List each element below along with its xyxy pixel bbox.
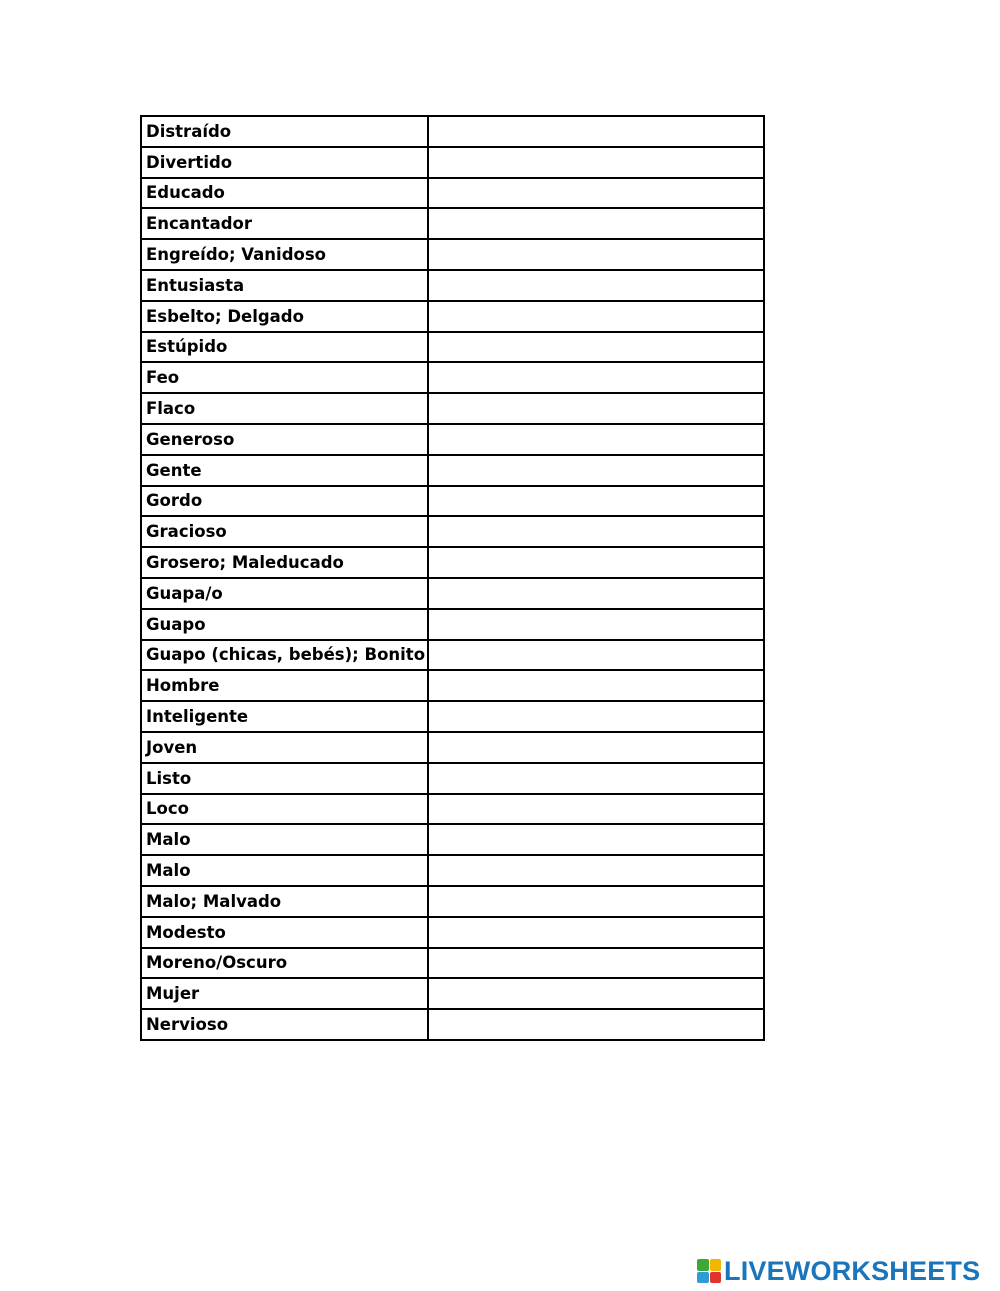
answer-cell[interactable]: [428, 486, 764, 517]
answer-cell[interactable]: [428, 948, 764, 979]
table-row: [141, 609, 764, 640]
answer-cell[interactable]: [428, 732, 764, 763]
term-cell: Estúpido: [141, 332, 428, 363]
table-row: [141, 116, 764, 147]
table-row: [141, 578, 764, 609]
table-row: [141, 978, 764, 1009]
answer-input[interactable]: [429, 579, 763, 608]
answer-cell[interactable]: [428, 917, 764, 948]
term-cell: Guapo (chicas, bebés); Bonito: [141, 640, 428, 671]
table-row: [141, 393, 764, 424]
vocabulary-table: [140, 115, 765, 1041]
answer-cell[interactable]: [428, 270, 764, 301]
logo-square: [710, 1272, 722, 1284]
term-cell: Malo; Malvado: [141, 886, 428, 917]
term-cell: Feo: [141, 362, 428, 393]
answer-input[interactable]: [429, 856, 763, 885]
answer-input[interactable]: [429, 333, 763, 362]
term-cell: Flaco: [141, 393, 428, 424]
term-cell: Malo: [141, 824, 428, 855]
table-row: [141, 794, 764, 825]
table-row: [141, 301, 764, 332]
term-cell: Educado: [141, 178, 428, 209]
term-cell: Entusiasta: [141, 270, 428, 301]
term-cell: Gracioso: [141, 516, 428, 547]
answer-cell[interactable]: [428, 332, 764, 363]
answer-input[interactable]: [429, 979, 763, 1008]
answer-input[interactable]: [429, 548, 763, 577]
table-row: [141, 270, 764, 301]
term-cell: Guapa/o: [141, 578, 428, 609]
answer-cell[interactable]: [428, 362, 764, 393]
answer-cell[interactable]: [428, 794, 764, 825]
liveworksheets-brand: [697, 1256, 980, 1286]
answer-input[interactable]: [429, 302, 763, 331]
table-row: [141, 948, 764, 979]
term-cell: Engreído; Vanidoso: [141, 239, 428, 270]
answer-input[interactable]: [429, 148, 763, 177]
answer-cell[interactable]: [428, 855, 764, 886]
vocabulary-table-body: [141, 116, 764, 1040]
answer-cell[interactable]: [428, 516, 764, 547]
answer-cell[interactable]: [428, 978, 764, 1009]
term-cell: Moreno/Oscuro: [141, 948, 428, 979]
answer-cell[interactable]: [428, 239, 764, 270]
term-cell: Listo: [141, 763, 428, 794]
answer-input[interactable]: [429, 949, 763, 978]
table-row: [141, 917, 764, 948]
answer-cell[interactable]: [428, 824, 764, 855]
term-cell: Guapo: [141, 609, 428, 640]
table-row: [141, 178, 764, 209]
answer-cell[interactable]: [428, 670, 764, 701]
term-cell: Generoso: [141, 424, 428, 455]
answer-cell[interactable]: [428, 116, 764, 147]
term-cell: Hombre: [141, 670, 428, 701]
answer-input[interactable]: [429, 641, 763, 670]
logo-square: [697, 1259, 709, 1271]
table-row: [141, 239, 764, 270]
term-cell: Gordo: [141, 486, 428, 517]
answer-cell[interactable]: [428, 208, 764, 239]
answer-cell[interactable]: [428, 763, 764, 794]
answer-cell[interactable]: [428, 147, 764, 178]
table-row: [141, 424, 764, 455]
table-row: [141, 147, 764, 178]
answer-input[interactable]: [429, 456, 763, 485]
term-cell: Inteligente: [141, 701, 428, 732]
table-row: [141, 670, 764, 701]
table-row: [141, 763, 764, 794]
term-cell: Distraído: [141, 116, 428, 147]
term-cell: Divertido: [141, 147, 428, 178]
answer-input[interactable]: [429, 702, 763, 731]
answer-input[interactable]: [429, 887, 763, 916]
answer-cell[interactable]: [428, 578, 764, 609]
table-row: [141, 640, 764, 671]
table-row: [141, 362, 764, 393]
answer-cell[interactable]: [428, 609, 764, 640]
answer-input[interactable]: [429, 825, 763, 854]
liveworksheets-logo-icon: [697, 1259, 721, 1283]
table-row: [141, 732, 764, 763]
answer-cell[interactable]: [428, 701, 764, 732]
term-cell: Grosero; Maleducado: [141, 547, 428, 578]
answer-cell[interactable]: [428, 886, 764, 917]
answer-input[interactable]: [429, 209, 763, 238]
answer-input[interactable]: [429, 487, 763, 516]
answer-input[interactable]: [429, 1010, 763, 1039]
answer-input[interactable]: [429, 425, 763, 454]
answer-input[interactable]: [429, 394, 763, 423]
answer-cell[interactable]: [428, 455, 764, 486]
table-row: [141, 1009, 764, 1040]
term-cell: Mujer: [141, 978, 428, 1009]
answer-cell[interactable]: [428, 1009, 764, 1040]
table-row: [141, 516, 764, 547]
answer-cell[interactable]: [428, 547, 764, 578]
answer-input[interactable]: [429, 271, 763, 300]
answer-input[interactable]: [429, 517, 763, 546]
answer-input[interactable]: [429, 363, 763, 392]
logo-square: [697, 1272, 709, 1284]
logo-square: [710, 1259, 722, 1271]
answer-input[interactable]: [429, 733, 763, 762]
answer-input[interactable]: [429, 240, 763, 269]
answer-cell[interactable]: [428, 178, 764, 209]
answer-cell[interactable]: [428, 301, 764, 332]
answer-cell[interactable]: [428, 393, 764, 424]
term-cell: Loco: [141, 794, 428, 825]
answer-input[interactable]: [429, 610, 763, 639]
term-cell: Esbelto; Delgado: [141, 301, 428, 332]
answer-input[interactable]: [429, 179, 763, 208]
answer-input[interactable]: [429, 117, 763, 146]
table-row: [141, 455, 764, 486]
table-row: [141, 486, 764, 517]
table-row: [141, 208, 764, 239]
term-cell: Joven: [141, 732, 428, 763]
answer-cell[interactable]: [428, 640, 764, 671]
term-cell: Nervioso: [141, 1009, 428, 1040]
term-cell: Encantador: [141, 208, 428, 239]
table-row: [141, 701, 764, 732]
table-row: [141, 547, 764, 578]
answer-input[interactable]: [429, 795, 763, 824]
answer-input[interactable]: [429, 671, 763, 700]
table-row: [141, 824, 764, 855]
table-row: [141, 886, 764, 917]
term-cell: Gente: [141, 455, 428, 486]
term-cell: Modesto: [141, 917, 428, 948]
answer-cell[interactable]: [428, 424, 764, 455]
term-cell: Malo: [141, 855, 428, 886]
brand-wordmark: LIVEWORKSHEETS: [724, 1255, 981, 1286]
table-row: [141, 855, 764, 886]
answer-input[interactable]: [429, 764, 763, 793]
table-row: [141, 332, 764, 363]
answer-input[interactable]: [429, 918, 763, 947]
